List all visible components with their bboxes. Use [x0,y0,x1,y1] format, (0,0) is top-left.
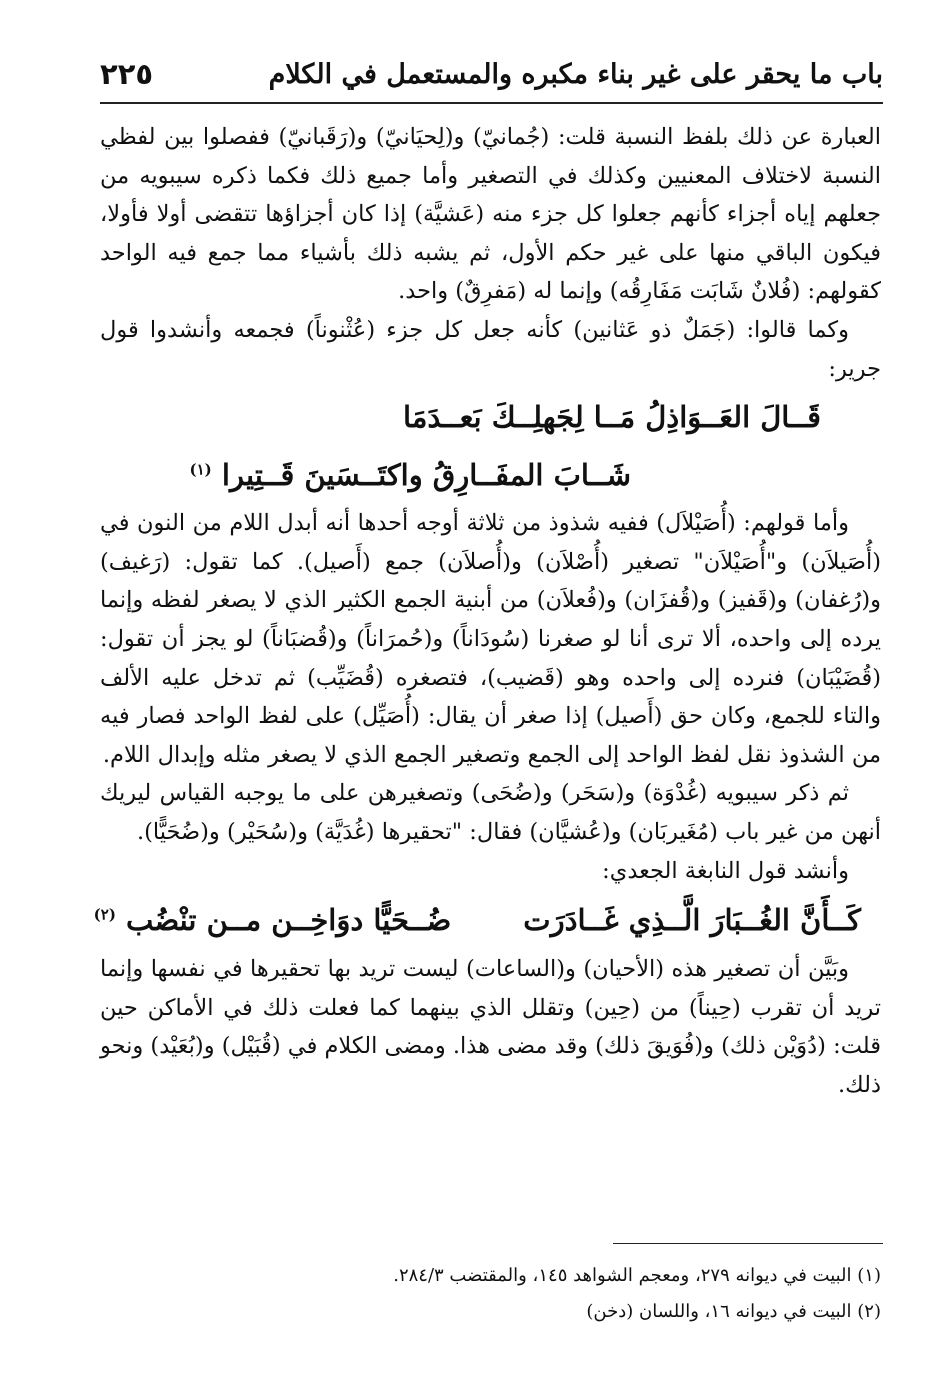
verse-text: قَــالَ العَــوَاذِلُ مَــا لِجَهلِــكَ بَعــدَمَا [402,400,821,435]
verse-line [93,890,881,950]
paragraph: وأما قولهم: (أُصَيْلاَل) ففيه شذوذ من ثلاثة أوجه أحدها أنه أبدل اللام من النون في (أُصَيلاَن) و"أُصَيْلاَن" تصغير (أُصْلاَن) و(أُصلاَن) جمع (أَصيل). كما تقول: (رَغيف) و(رُغفان) و(قَفيز) و(قُفزَان) و(فُعلاَن) من أبنية الجمع الكثير الذي لا يصغر لفظه وإنما يرده إلى واحده، ألا ترى أنا لو صغرنا (سُودَاناً) و(حُمرَاناً) و(قُضبَاناً) لو يجز أن تقول: (قُضَيْبَان) فنرده إلى واحده وهو (قَضيب)، فتصغره (قُضَيِّب) ثم تدخل عليه الألف والتاء للجمع، وكان حق (أَصيل) إذا صغر أن يقال: (أُصَيِّل) على لفظ الواحد فصار فيه من الشذوذ نقل لفظ الواحد إلى الجمع وتصغير الجمع الذي لا يصغر مثله وإبدال اللام. [100,510,881,768]
verse-hemistich: كَــأَنَّ الغُــبَارَ الَّــذِي غَــادَرَت [523,903,861,938]
page-number: ٢٢٥ [100,57,154,91]
paragraph: وكما قالوا: (جَمَلٌ ذو عَثانين) كأنه جعل كل جزء (عُثْنوناً) فجمعه وأنشدوا قول جرير: [100,316,881,382]
verse-line [100,388,881,446]
running-head: باب ما يحقر على غير بناء مكبره والمستعمل في الكلام [268,58,883,90]
footnote: (٢) البيت في ديوانه ١٦، واللسان (دخن) [586,1301,881,1322]
footnotes [200,1258,881,1330]
verse-line [100,446,881,504]
page-header [100,52,883,96]
paragraph: وأنشد قول النابغة الجعدي: [602,857,849,884]
verse-hemistich: ضُــحَيًّا دوَاخِــن مــن تنْضُب [126,903,452,938]
paragraph: وبَيَّن أن تصغير هذه (الأحيان) و(الساعات) ليست تريد بها تحقيرها في نفسها وإنما تريد أن تقرب (حِيناً) من (حِين) وتقلل الذي بينهما كما فعلت ذلك في الأماكن حين قلت: (دُوَيْن ذلك) و(فُوَيقَ ذلك) وقد مضى هذا. ومضى الكلام في (قُبَيْل) و(بُعَيْد) ونحو ذلك. [100,956,881,1098]
footnote-rule [613,1243,883,1244]
paragraph: ثم ذكر سيبويه (غُدْوَة) و(سَحَر) و(ضُحَى) وتصغيرهن على ما يوجبه القياس ليريك أنهن من غير باب (مُغَيربَان) و(عُشيَّان) فقال: "تحقيرها (غُدَيَّة) و(سُحَيْر) و(ضُحَيًّا). [100,780,881,845]
footnote-marker: (٢) [93,905,116,924]
verse-text: شَــابَ المفَــارِقُ واكتَــسَينَ قَــتِيرا [221,458,631,493]
main-text [93,118,881,1104]
footnote-marker: (١) [189,460,212,479]
footnote: (١) البيت في ديوانه ٢٧٩، ومعجم الشواهد ١٤٥، والمقتضب ٢٨٤/٣. [393,1265,881,1286]
paragraph: العبارة عن ذلك بلفظ النسبة قلت: (جُمانيّ) و(لِحيَانيّ) و(رَقَبانيّ) ففصلوا بين لفظي النسبة لاختلاف المعنيين وكذلك في التصغير وأما جميع ذلك فكما ذكره سيبويه من جعلهم إياه أجزاء كأنهم جعلوا كل جزء منه (عَشيَّة) إذا كان أجزاؤها تتقضى أولا فأولا، فيكون الباقي منها على غير حكم الأول، ثم يشبه ذلك بأشياء مما جمع فيه الواحد كقولهم: (فُلانٌ شَابَت مَفَارِقُه) وإنما له (مَفرِقٌ) واحد. [100,124,881,305]
header-rule [100,102,883,104]
